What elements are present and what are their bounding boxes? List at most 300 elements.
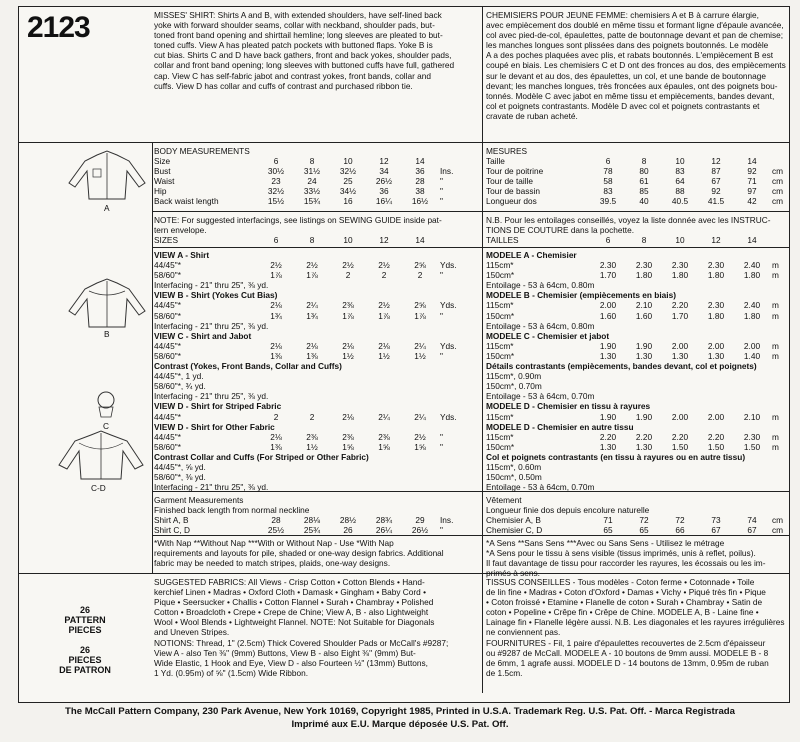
table-cell: 2⅛ <box>342 411 354 422</box>
table-cell: 1½ <box>342 350 354 361</box>
table-row <box>486 361 779 371</box>
text-line: SUGGESTED FABRICS: All Views - Crisp Cotton • Cotton Blends • Hand- <box>154 577 425 587</box>
view-a-sketch <box>67 147 149 207</box>
table-cell: 1.80 <box>707 310 725 321</box>
table-row <box>154 515 453 525</box>
table-cell: 2.20 <box>671 431 689 442</box>
table-cell: 16 <box>343 196 353 207</box>
table-cell: 15¾ <box>303 196 321 207</box>
mesures-table <box>486 146 783 207</box>
table-row <box>154 401 457 411</box>
text-line: toned cuffs. View A has pleated patch pockets with buttoned flaps. Yoke B is <box>154 40 433 51</box>
table-cell: 2.20 <box>599 431 617 442</box>
table-cell: 65 <box>603 525 613 536</box>
table-cell: 42 <box>747 196 757 207</box>
table-cell: 1.70 <box>671 310 689 321</box>
row-unit: " <box>440 431 443 442</box>
table-row <box>154 391 457 401</box>
text-line: *A Sens pour le tissu à sens visible (tissus imprimés, unis à reflet, poilus). <box>486 548 756 559</box>
table-cell: 1⅜ <box>270 441 282 452</box>
text-line: PATTERN <box>64 615 106 625</box>
text-line: ou #9287 de McCall. MODELE A - 10 boutons de 9mm aussi. MODELE B - 8 <box>486 647 769 658</box>
table-cell: 2⅝ <box>414 260 426 271</box>
row-unit: " <box>440 350 443 361</box>
row-unit: cm <box>772 196 784 207</box>
table-row <box>154 351 457 361</box>
table-cell: 36 <box>379 186 389 197</box>
table-cell: 1.70 <box>599 270 617 281</box>
row-unit: " <box>440 525 443 536</box>
table-cell: 6 <box>273 156 279 167</box>
table-cell: 2.00 <box>707 340 725 351</box>
table-cell: 2.30 <box>743 431 761 442</box>
table-row <box>154 196 453 206</box>
table-cell: 1.60 <box>635 310 653 321</box>
text-line: A a des poches plaquées avec plis, et rabats boutonnés. L'empiècement B est <box>486 50 774 61</box>
text-line: cut bias. Shirts C and D have back gathers, front and back yokes, shoulder pads, <box>154 50 452 61</box>
table-cell: 2.20 <box>707 431 725 442</box>
table-cell: 2.30 <box>671 260 689 271</box>
text-line: col et poignets contrastants. Modèle D avec col et poignets contrastants et <box>486 100 760 111</box>
table-cell: 1⅞ <box>342 310 354 321</box>
table-cell: 88 <box>675 186 685 197</box>
row-label: VIEW C - Shirt and Jabot <box>154 330 252 341</box>
table-cell: 29 <box>415 515 425 526</box>
table-row <box>154 371 457 381</box>
row-label: Entoilage - 53 à 64cm, 0.70m <box>486 391 595 402</box>
row-unit: m <box>772 431 779 442</box>
table-cell: 2.10 <box>635 300 653 311</box>
table-cell: 25½ <box>267 525 285 536</box>
table-row <box>154 166 453 176</box>
table-cell: 2 <box>273 411 279 422</box>
table-cell: 28 <box>271 515 281 526</box>
table-cell: 15½ <box>267 196 285 207</box>
table-cell: 24 <box>307 176 317 187</box>
table-row <box>154 186 453 196</box>
row-unit: Yds. <box>440 411 457 422</box>
table-cell: 6 <box>605 156 611 167</box>
row-unit: cm <box>772 525 784 536</box>
row-unit: m <box>772 310 779 321</box>
table-cell: 1.80 <box>635 270 653 281</box>
table-cell: 14 <box>747 156 757 167</box>
table-cell: 2⅜ <box>342 300 354 311</box>
table-cell: 2⅛ <box>342 340 354 351</box>
table-cell: 26¼ <box>375 525 393 536</box>
row-unit: Ins. <box>440 166 454 177</box>
table-row <box>486 432 779 442</box>
table-cell: 25 <box>343 176 353 187</box>
size-column-header: 6 <box>273 235 279 245</box>
row-label: 150cm*, 0.70m <box>486 381 542 392</box>
table-cell: 1.80 <box>671 270 689 281</box>
row-label: Chemisier A, B <box>486 515 541 526</box>
table-cell: 1½ <box>306 441 318 452</box>
mesures-title: MESURES <box>486 146 528 156</box>
row-label: MODELE D - Chemisier en tissu à rayures <box>486 401 651 412</box>
row-label: Longueur dos <box>486 196 537 207</box>
table-row <box>154 361 457 371</box>
nap-note-french <box>486 538 765 578</box>
table-cell: 66 <box>675 525 685 536</box>
row-unit: cm <box>772 176 784 187</box>
suggested-fabrics-notions <box>154 577 448 678</box>
table-cell: 2.00 <box>671 411 689 422</box>
size-column-header: 8 <box>309 235 315 245</box>
table-row <box>486 515 783 525</box>
table-cell: 1.40 <box>743 350 761 361</box>
text-line: *With Nap **Without Nap ***With or Without Nap - Use *With Nap <box>154 538 394 548</box>
table-cell: 1.80 <box>707 270 725 281</box>
row-label: 115cm* <box>486 431 514 442</box>
table-row <box>154 432 457 442</box>
tailles-label: TAILLES <box>486 235 519 245</box>
table-cell: 28¾ <box>375 515 393 526</box>
row-label: 44/45"* <box>154 260 181 271</box>
row-label: MODELE A - Chemisier <box>486 250 577 260</box>
row-label: Size <box>154 156 171 167</box>
row-label: MODELE B - Chemisier (empiècements en biais) <box>486 290 676 301</box>
text-line: kerchief Linen • Madras • Oxford Cloth • Damask • Gingham • Baby Cord • <box>154 587 426 598</box>
table-cell: 78 <box>603 166 613 177</box>
text-line: col avec pied-de-col, épaulettes, patte de boutonnage devant et pan de chemise; <box>486 30 784 41</box>
table-cell: 58 <box>603 176 613 187</box>
table-cell: 83 <box>675 166 685 177</box>
text-line: 1 Yd. (0.95m) of ⅝" (1.5cm) Wide Ribbon. <box>154 667 309 678</box>
table-cell: 74 <box>747 515 757 526</box>
table-cell: 2.10 <box>743 411 761 422</box>
table-cell: 1¾ <box>270 310 282 321</box>
table-cell: 2.30 <box>707 260 725 271</box>
table-cell: 12 <box>379 156 389 167</box>
text-line: View A - also Ten ⅜" (9mm) Buttons, View B - also Eight ⅜" (9mm) But- <box>154 647 416 658</box>
table-cell: 1.30 <box>599 350 617 361</box>
table-cell: 39.5 <box>599 196 617 207</box>
table-cell: 14 <box>415 156 425 167</box>
row-unit: m <box>772 411 779 422</box>
table-cell: 2½ <box>342 260 354 271</box>
row-label: 44/45"*, ⅝ yd. <box>154 461 206 472</box>
english-description <box>154 10 454 91</box>
text-line: PIECES <box>68 625 102 635</box>
table-row <box>486 156 783 166</box>
row-unit: m <box>772 441 779 452</box>
table-row <box>486 321 779 331</box>
table-cell: 73 <box>711 515 721 526</box>
table-row <box>154 250 457 260</box>
row-label: Hip <box>154 186 167 197</box>
row-label: Contrast Collar and Cuffs (For Striped or Other Fabric) <box>154 451 369 462</box>
table-row <box>486 472 779 482</box>
row-unit: m <box>772 260 779 271</box>
yardage-table-english <box>154 250 457 492</box>
table-cell: 36 <box>415 166 425 177</box>
text-line: Cotton • Broadcloth • Crepe • Crepe de Chine; View A, B - also Lightweight <box>154 607 429 618</box>
body-measurements-title: BODY MEASUREMENTS <box>154 146 250 156</box>
text-line: avec empiècement dos doublé en même tissu et formant ligne d'épaule avancée, <box>486 20 784 31</box>
table-row <box>486 341 779 351</box>
text-line: cravate de ruban acheté. <box>486 110 578 121</box>
table-row <box>154 452 457 462</box>
table-row <box>154 412 457 422</box>
row-label: 58/60"* <box>154 441 181 452</box>
table-cell: 1.30 <box>599 441 617 452</box>
table-row <box>154 280 457 290</box>
table-cell: 31½ <box>303 166 321 177</box>
table-cell: 1.30 <box>635 441 653 452</box>
table-cell: 71 <box>603 515 613 526</box>
row-label: 150cm* <box>486 441 515 452</box>
table-cell: 10 <box>343 156 353 167</box>
table-row <box>154 472 457 482</box>
text-line: DE PATRON <box>59 665 111 675</box>
table-row <box>154 321 457 331</box>
text-line: yoke with forward shoulder seams, collar with neckband, shoulder pads, but- <box>154 20 435 31</box>
table-cell: 1⅝ <box>378 441 390 452</box>
table-row <box>154 300 457 310</box>
table-cell: 1.90 <box>635 340 653 351</box>
row-unit: cm <box>772 515 784 526</box>
view-a-label: A <box>104 203 110 213</box>
text-line: collar and front band opening; long sleeves with buttoned cuffs have full, gathered <box>154 60 455 71</box>
table-cell: 61 <box>639 176 649 187</box>
size-column-header: 12 <box>379 235 389 245</box>
text-line: requirements and layouts for pile, shaded or one-way design fabrics. Additional <box>154 548 444 559</box>
table-cell: 2.00 <box>599 300 617 311</box>
table-cell: 97 <box>747 186 757 197</box>
table-cell: 1½ <box>378 350 390 361</box>
view-b-label: B <box>104 329 110 339</box>
text-line: N.B. Pour les entoilages conseillés, voyez la liste donnée avec les INSTRUC- <box>486 215 771 225</box>
table-row <box>486 525 783 535</box>
table-row <box>154 290 457 300</box>
text-line: toned front band opening and shirttail hemline; long sleeves are pleated to but- <box>154 30 443 41</box>
table-cell: 28⅛ <box>303 515 321 526</box>
row-label: 150cm* <box>486 270 515 281</box>
text-line: Pique • Seersucker • Challis • Cotton Flannel • Surah • Chambray • Polished <box>154 597 434 608</box>
table-cell: 2.20 <box>671 300 689 311</box>
row-unit: " <box>440 310 443 321</box>
table-cell: 83 <box>603 186 613 197</box>
row-label: Interfacing - 21" thru 25", ⅜ yd. <box>154 391 269 402</box>
text-line: CHEMISIERS POUR JEUNE FEMME: chemisiers A et B à carrure élargie, <box>486 10 759 20</box>
footer-english: The McCall Pattern Company, 230 Park Avenue, New York 10169, Copyright 1985, Printed in U.S.A. Trademark Reg. U.S. Pat. Off. - Marca Registrada <box>64 706 735 717</box>
table-row <box>486 290 779 300</box>
row-unit: " <box>440 186 443 197</box>
table-cell: 2⅛ <box>270 431 282 442</box>
row-label: 150cm* <box>486 310 515 321</box>
view-cd-sketch <box>55 429 147 483</box>
table-row <box>486 391 779 401</box>
row-label: 44/45"* <box>154 300 181 311</box>
table-cell: 2.30 <box>635 260 653 271</box>
pattern-pieces-english <box>25 605 145 635</box>
text-line: MISSES' SHIRT: Shirts A and B, with extended shoulders, have self-lined back <box>154 10 442 20</box>
table-cell: 64 <box>675 176 685 187</box>
text-line: Wide Elastic, 1 Hook and Eye, View D - also Fourteen ½" (13mm) Buttons, <box>154 657 428 668</box>
table-cell: 2⅛ <box>306 340 318 351</box>
row-unit: m <box>772 270 779 281</box>
table-cell: 2 <box>417 270 423 281</box>
table-cell: 34 <box>379 166 389 177</box>
table-row <box>486 176 783 186</box>
size-column-header: 12 <box>711 235 721 245</box>
text-line: coton • Popeline • Crêpe fin • Crêpe de Chine. MODELE A, B - Laine fine • <box>486 607 759 618</box>
sketch-divider <box>152 142 153 573</box>
table-row <box>486 351 779 361</box>
text-line: Wool • Wool Blends • Lightweight Flannel. NOTE: Not Suitable for Diagonals <box>154 617 435 628</box>
size-column-header: 8 <box>641 235 647 245</box>
row-label: 58/60"* <box>154 310 181 321</box>
text-line: les manches longues sont plissées dans des poignets boutonnés. Le modèle <box>486 40 769 51</box>
row-label: VIEW D - Shirt for Striped Fabric <box>154 401 282 412</box>
table-cell: 67 <box>711 525 721 536</box>
table-row <box>486 401 779 411</box>
garment-measurements-english <box>154 495 453 535</box>
row-label: Taille <box>486 156 505 167</box>
table-row <box>154 482 457 492</box>
size-column-header: 6 <box>605 235 611 245</box>
table-cell: 1.30 <box>671 350 689 361</box>
table-cell: 1⅜ <box>306 350 318 361</box>
table-row <box>154 156 453 166</box>
text-line: TIONS DE COUTURE dans la pochette. <box>486 225 635 236</box>
footer-french: Imprimé aux E.U. Marque déposée U.S. Pat. Off. <box>291 719 509 730</box>
table-cell: 1.30 <box>707 350 725 361</box>
table-cell: 2⅛ <box>270 300 282 311</box>
row-label: VIEW A - Shirt <box>154 250 210 260</box>
table-cell: 2.40 <box>743 260 761 271</box>
table-cell: 38 <box>415 186 425 197</box>
row-label: Entoilage - 53 à 64cm, 0.80m <box>486 280 595 291</box>
row-unit: " <box>440 441 443 452</box>
table-cell: 1¾ <box>306 310 318 321</box>
table-cell: 2 <box>381 270 387 281</box>
table-row <box>486 300 779 310</box>
row-label: 44/45"* <box>154 340 181 351</box>
table-row <box>486 371 779 381</box>
row-label: Col et poignets contrastants (en tissu à rayures ou en autre tissu) <box>486 451 746 462</box>
text-line: ne conviennent pas. <box>486 627 561 638</box>
table-row <box>486 166 783 176</box>
garment-measurements-french <box>486 495 783 535</box>
row-unit: " <box>440 196 443 207</box>
tissus-fournitures <box>486 577 785 678</box>
table-cell: 8 <box>641 156 647 167</box>
row-label: Interfacing - 21" thru 25", ⅜ yd. <box>154 482 269 493</box>
pattern-envelope-back <box>18 6 790 703</box>
text-line: fabric may be needed to match stripes, plaids, one-way designs. <box>154 558 391 569</box>
table-row <box>154 462 457 472</box>
table-cell: 1⅞ <box>414 310 426 321</box>
table-cell: 1.90 <box>599 340 617 351</box>
row-label: Contrast (Yokes, Front Bands, Collar and Cuffs) <box>154 361 342 372</box>
row-label: Détails contrastants (empiècements, bandes devant, col et poignets) <box>486 361 757 372</box>
table-row <box>154 525 453 535</box>
table-cell: 65 <box>639 525 649 536</box>
table-row <box>486 482 779 492</box>
table-row <box>486 331 779 341</box>
table-row <box>486 381 779 391</box>
table-cell: 1½ <box>414 350 426 361</box>
table-row <box>486 311 779 321</box>
text-line: cuffs. View D has collar and cuffs of contrast and purchased ribbon tie. <box>154 80 413 91</box>
row-label: 44/45"*, 1 yd. <box>154 371 204 382</box>
table-cell: 30½ <box>267 166 285 177</box>
row-unit: m <box>772 300 779 311</box>
table-cell: 28½ <box>339 515 357 526</box>
table-cell: 2.00 <box>671 340 689 351</box>
table-row <box>486 280 779 290</box>
table-cell: 25¾ <box>303 525 321 536</box>
table-cell: 8 <box>309 156 315 167</box>
french-description <box>486 10 786 121</box>
table-cell: 40.5 <box>671 196 689 207</box>
table-cell: 2.30 <box>599 260 617 271</box>
text-line: • Coton froissé • Etamine • Flanelle de coton • Surah • Chambray • Satin de <box>486 597 763 608</box>
table-cell: 2 <box>345 270 351 281</box>
table-row <box>486 186 783 196</box>
row-label: 115cm* <box>486 300 514 311</box>
table-cell: 1.50 <box>743 441 761 452</box>
table-cell: 2.00 <box>743 340 761 351</box>
text-line: devant; les manches longues, très froncées aux épaules, ont des poignets bou- <box>486 80 778 91</box>
text-line: sur le devant et au dos, des épaulettes, un col, et une bande de boutonnage <box>486 70 767 81</box>
table-cell: 16½ <box>411 196 429 207</box>
note-english <box>154 215 442 235</box>
table-cell: 67 <box>747 525 757 536</box>
row-unit: Ins. <box>440 515 454 526</box>
row-label: Back waist length <box>154 196 219 207</box>
table-cell: 1⅜ <box>270 350 282 361</box>
view-b-sketch <box>67 275 149 335</box>
row-label: MODELE C - Chemisier et jabot <box>486 330 610 341</box>
table-cell: 85 <box>639 186 649 197</box>
table-row <box>486 196 783 206</box>
row-label: Waist <box>154 176 175 187</box>
row-label: Bust <box>154 166 171 177</box>
table-cell: 2½ <box>378 300 390 311</box>
table-cell: 1⅝ <box>342 441 354 452</box>
row-label: Tour de taille <box>486 176 534 187</box>
table-cell: 16¼ <box>375 196 393 207</box>
table-row <box>486 260 779 270</box>
text-line: FOURNITURES - Fil, 1 paire d'épaulettes recouvertes de 2.5cm d'épaisseur <box>486 637 766 648</box>
row-label: 44/45"* <box>154 411 181 422</box>
table-row <box>154 422 457 432</box>
table-row <box>486 412 779 422</box>
row-unit: " <box>440 176 443 187</box>
body-measurements-table <box>154 146 453 207</box>
note-french <box>486 215 771 235</box>
table-cell: 41.5 <box>707 196 725 207</box>
row-label: Chemisier C, D <box>486 525 543 536</box>
table-cell: 28 <box>415 176 425 187</box>
text-line: 26 <box>79 645 90 655</box>
row-label: Interfacing - 21" thru 25", ⅜ yd. <box>154 280 269 291</box>
text-line: cap. View C has self-fabric jabot and contrast yokes, front bands, collar and <box>154 70 432 81</box>
table-row <box>486 422 779 432</box>
view-cd-label: C-D <box>91 483 106 493</box>
row-label: Shirt C, D <box>154 525 190 536</box>
size-column-header: 14 <box>415 235 425 245</box>
table-cell: 26½ <box>375 176 393 187</box>
view-c-jabot-sketch <box>89 389 123 419</box>
table-cell: 33½ <box>303 186 321 197</box>
row-label: 150cm* <box>486 350 515 361</box>
text-line: TISSUS CONSEILLES - Tous modèles - Coton ferme • Cotonnade • Toile <box>486 577 755 587</box>
